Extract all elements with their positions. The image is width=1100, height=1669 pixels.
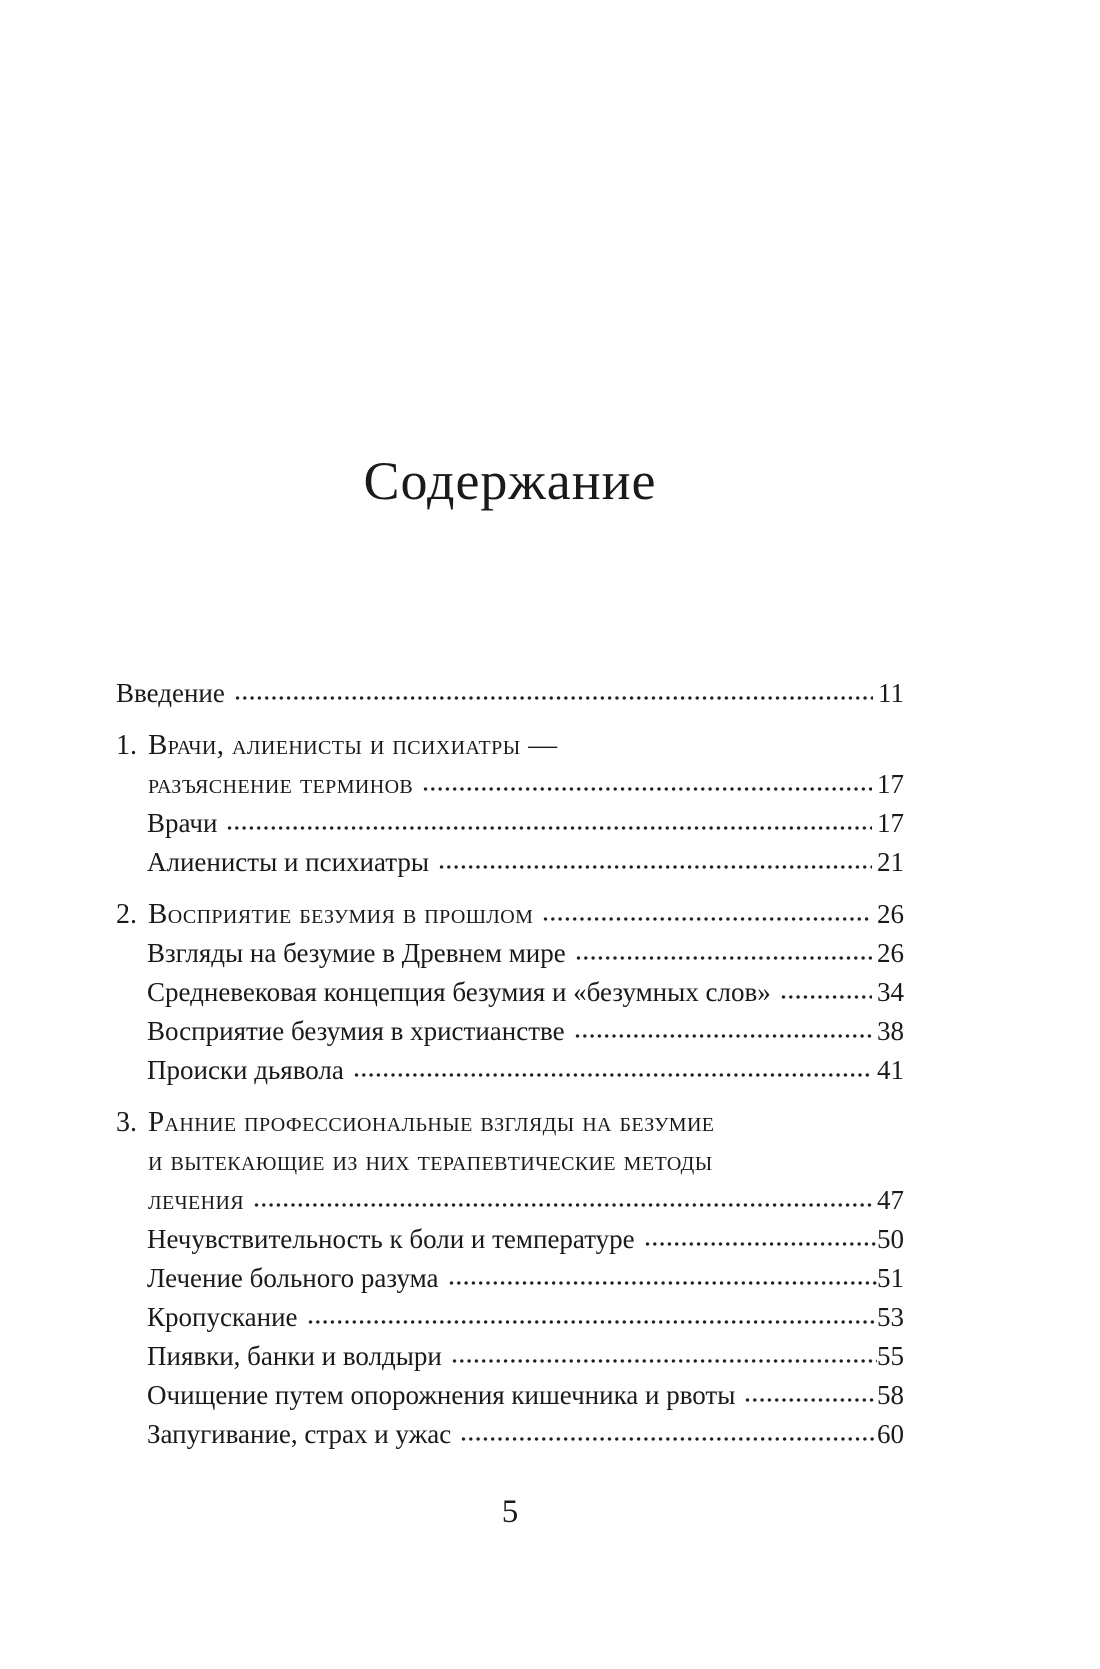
toc-chapter-3 [116,1103,904,1220]
toc-entry [116,1220,904,1259]
dot-leader [307,1318,877,1326]
toc-entry-introduction [116,674,904,713]
dot-leader [575,954,872,962]
toc-entry-page: 34 [877,977,904,1008]
toc-entry-label: Происки дьявола [147,1055,344,1086]
dot-leader [644,1240,877,1248]
toc-entry [116,1259,904,1298]
toc-entry [116,1376,904,1415]
toc-list [116,674,904,1454]
dot-leader [422,785,872,793]
toc-chapter-line [116,765,904,804]
toc-entry-page: 17 [877,808,904,839]
toc-entry-page: 41 [877,1055,904,1086]
toc-entry-page: 51 [877,1263,904,1294]
toc-title: Содержание [363,451,657,511]
chapter-title-line: разъяснение терминов [148,768,414,801]
chapter-title-line: Восприятие безумия в прошлом [148,898,534,931]
chapter-title-line: и вытекающие из них терапевтические методы [148,1145,713,1178]
toc-entry-label: Введение [116,678,225,709]
toc-entry-page: 21 [877,847,904,878]
toc-entry [116,804,904,843]
toc-entry [116,934,904,973]
chapter-number: 1. [116,730,137,762]
toc-entry-page: 60 [877,1419,904,1450]
toc-entry-label: Очищение путем опорожнения кишечника и рвоты [147,1380,736,1411]
toc-entry-label: Алиенисты и психиатры [147,847,430,878]
toc-chapter-line [116,1103,904,1142]
dot-leader [253,1201,872,1209]
toc-chapter-line [116,1181,904,1220]
toc-chapter-line [116,726,904,765]
toc-entry-page: 58 [877,1380,904,1411]
toc-entry-label: Восприятие безумия в христианстве [147,1016,565,1047]
chapter-title-line: лечения [148,1184,245,1217]
toc-entry-label: Кропускание [147,1302,298,1333]
toc-entry-label: Взгляды на безумие в Древнем мире [147,938,566,969]
toc-entry [116,843,904,882]
toc-chapter-line [116,895,904,934]
chapter-title-line: Ранние профессиональные взгляды на безумие [148,1106,715,1139]
toc-chapter-1 [116,726,904,804]
toc-entry [116,973,904,1012]
dot-leader [542,915,872,923]
toc-entry [116,1012,904,1051]
dot-leader [353,1071,872,1079]
toc-entry-page: 55 [877,1341,904,1372]
page-number: 5 [501,1494,519,1531]
toc-entry-page: 50 [877,1224,904,1255]
toc-entry-page: 17 [877,769,904,800]
dot-leader [460,1435,877,1443]
chapter-number: 3. [116,1107,137,1139]
toc-entry-label: Нечувствительность к боли и температуре [147,1224,635,1255]
dot-leader [234,694,873,702]
chapter-number: 2. [116,899,137,931]
dot-leader [448,1279,877,1287]
toc-chapter-2 [116,895,904,934]
toc-entry-label: Запугивание, страх и ужас [147,1419,452,1450]
toc-entry-page: 11 [878,678,904,709]
toc-entry [116,1415,904,1454]
toc-entry-page: 38 [877,1016,904,1047]
toc-entry-page: 26 [877,938,904,969]
toc-entry [116,1298,904,1337]
dot-leader [574,1032,872,1040]
dot-leader [780,993,872,1001]
toc-entry-label: Средневековая концепция безумия и «безумных слов» [147,977,771,1008]
dot-leader [451,1357,877,1365]
toc-chapter-line [116,1142,904,1181]
toc-entry-label: Врачи [147,808,218,839]
toc-entry-page: 53 [877,1302,904,1333]
toc-entry-page: 26 [877,899,904,930]
toc-entry-page: 47 [877,1185,904,1216]
toc-entry [116,1051,904,1090]
toc-entry [116,1337,904,1376]
dot-leader [226,824,872,832]
chapter-title-line: Врачи, алиенисты и психиатры — [148,729,558,762]
toc-entry-label: Пиявки, банки и волдыри [147,1341,442,1372]
dot-leader [438,863,872,871]
dot-leader [744,1396,877,1404]
toc-entry-label: Лечение больного разума [147,1263,439,1294]
